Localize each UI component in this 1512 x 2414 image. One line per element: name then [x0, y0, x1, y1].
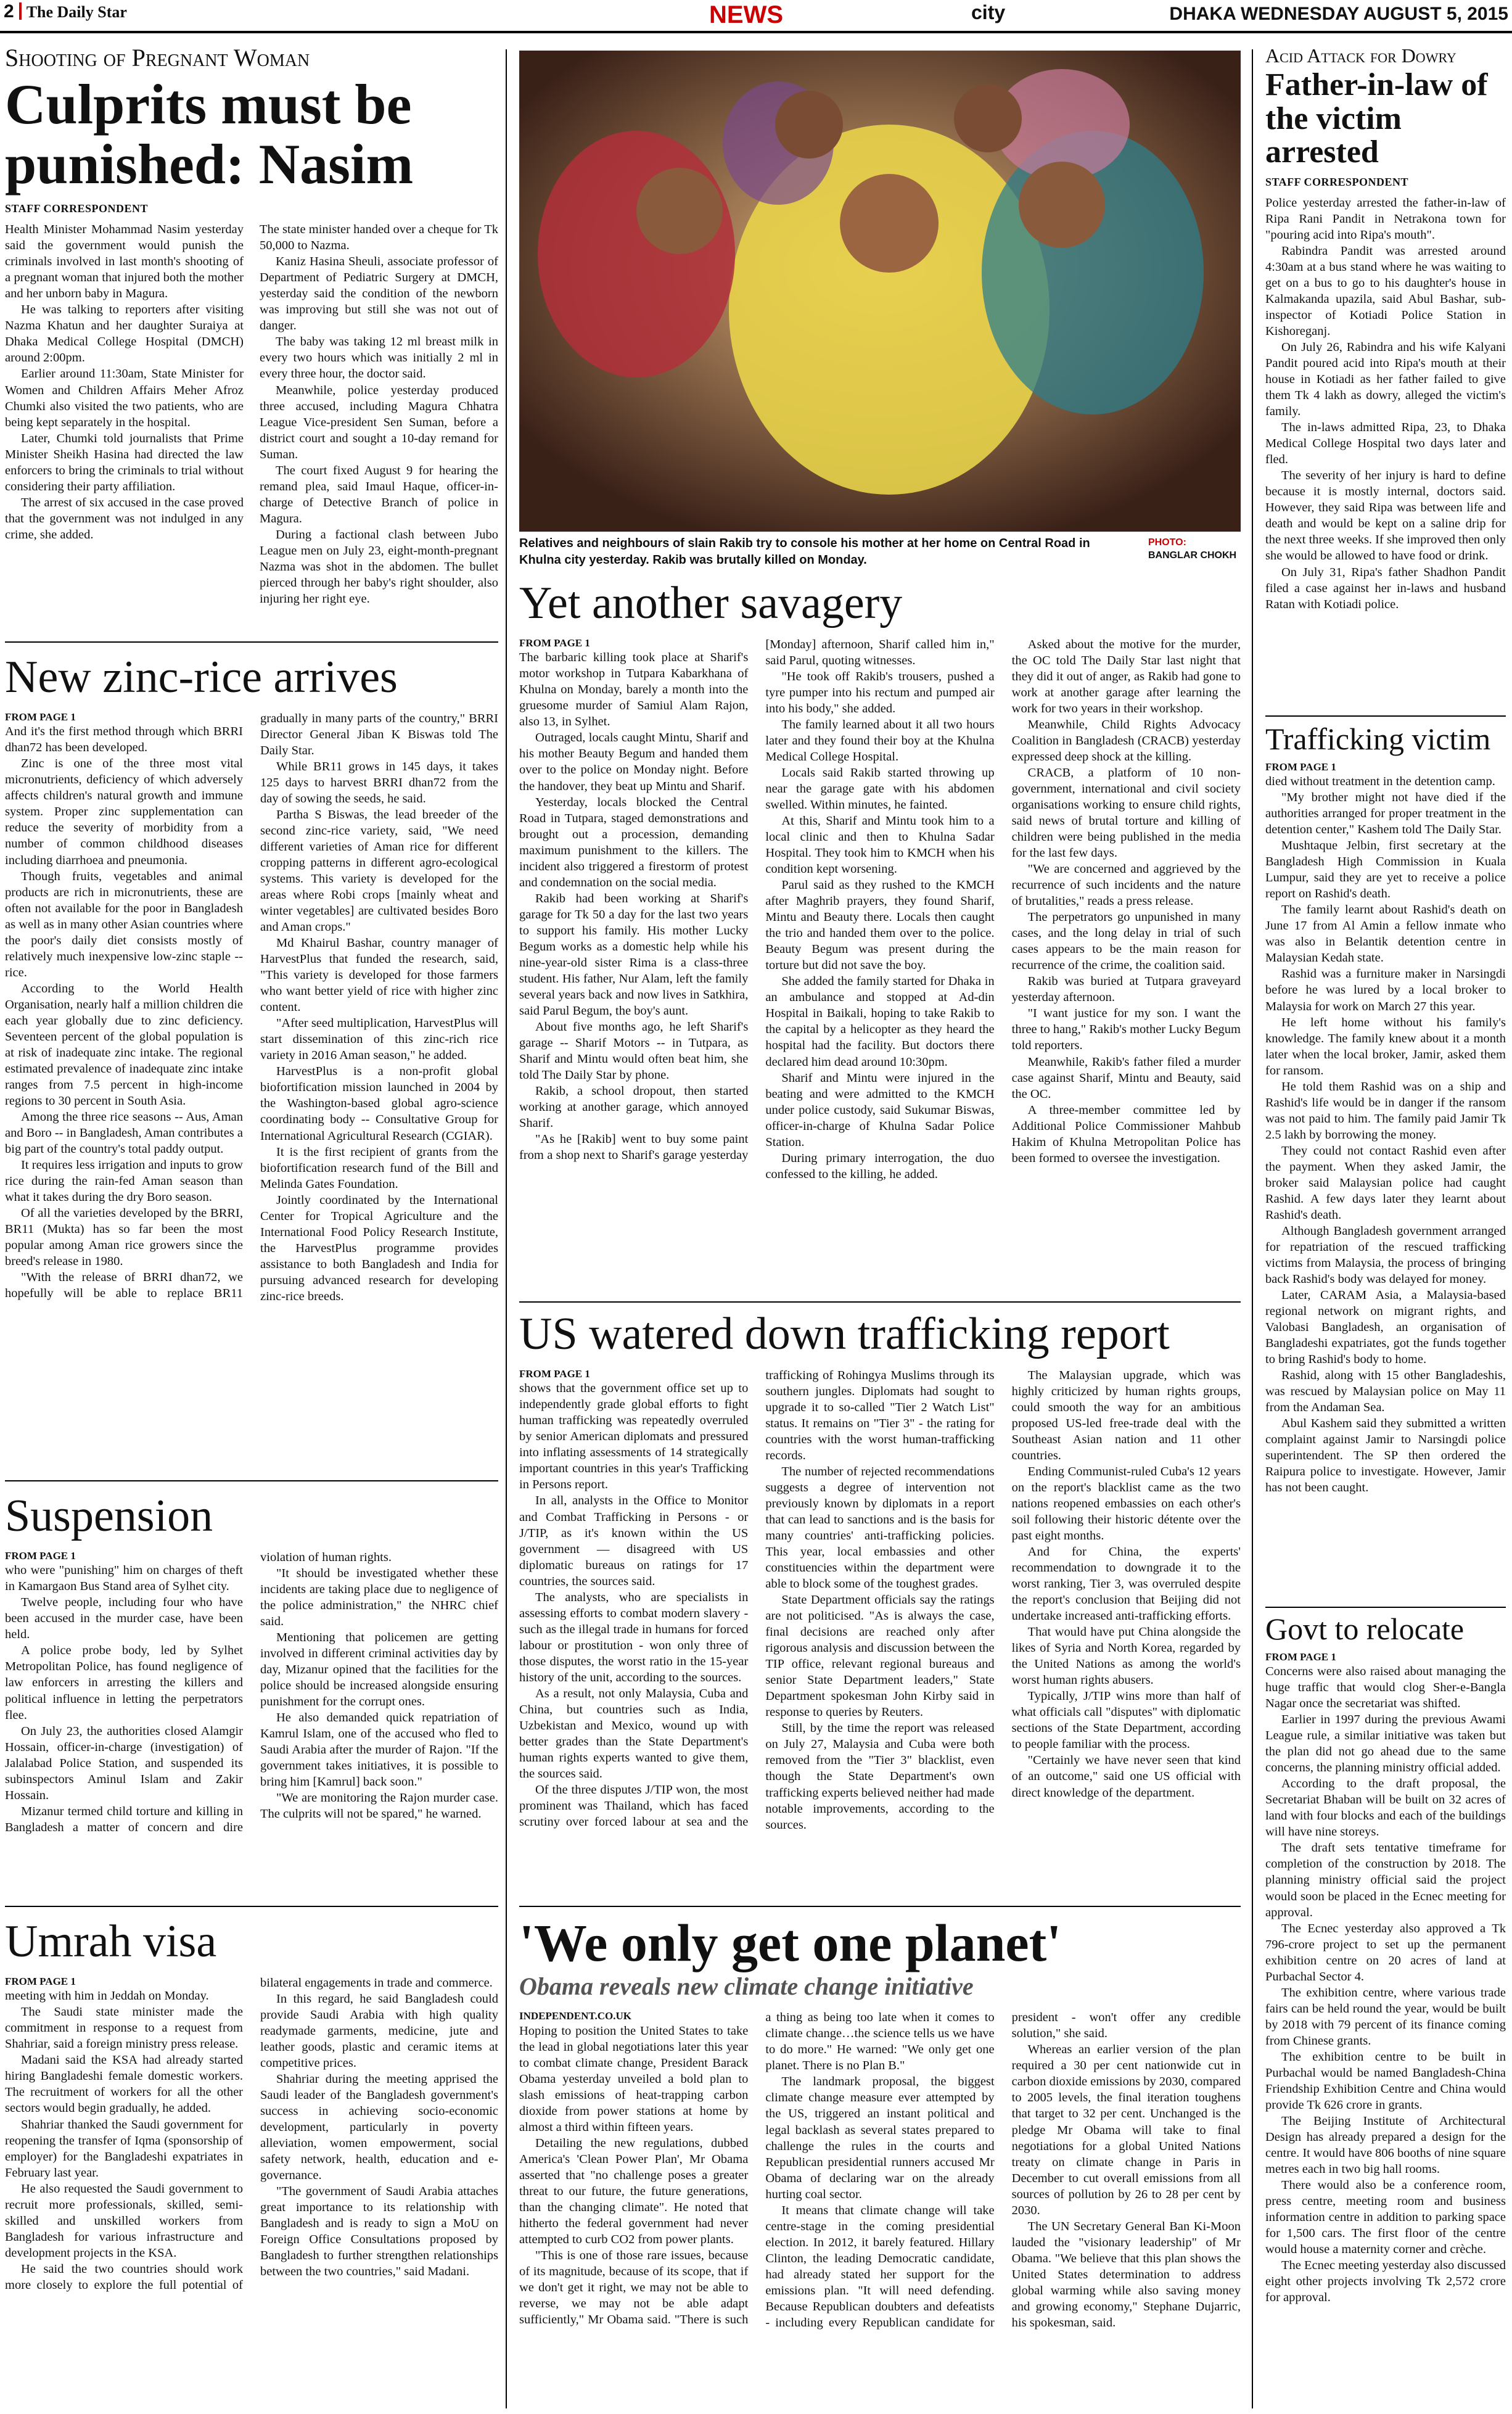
- story-body: [519, 1367, 1241, 1873]
- story-column: [5, 221, 244, 616]
- paragraph: Asked about the motive for the murder, the OC told The Daily Star last night that they did it out of anger, as Rakib had gone to work at another garage after learning the work for two years in their workshop.: [1011, 637, 1241, 715]
- paragraph: The family learnt about Rashid's death on June 17 from Al Amin a fellow inmate who was also in Belantik detention centre in Malaysian Kedah state.: [1265, 903, 1506, 965]
- paragraph: And it's the first method through which BRRI dhan72 has been developed.: [5, 725, 243, 755]
- paragraph: The landmark proposal, the biggest climate change measure ever attempted by the US, triggered an instant political and legal backlash as several states prepared to challenge the rules in the courts and Republican presidential runners accused Mr Obama of declaring war on the already hurting coal sector.: [765, 2075, 995, 2201]
- paragraph: Rakib had been working at Sharif's garage for Tk 50 a day for the last two years to support his family. His mother Lucky Begum works as a domestic help while his nine-year-old sister Rima is a class-three student. His father, Nur Alam, left the family several years back and now lives in Satkhira, said Parul Begum, the boy's aunt.: [519, 891, 749, 1018]
- paragraph: It is the first recipient of grants from the biofortification research fund of the Bill and Melinda Gates Foundation.: [260, 1145, 498, 1191]
- paragraph: It means that climate change will take centre-stage in the coming presidential election. In 2012, it barely featured. Hillary Clinton, the leading Democratic candidate, had already stated her support for the emissions plan. "It will need defending. Because Republican doubters and defeatists - including every Republican candidate for president - won't offer any credible solution," she said.: [765, 2011, 1241, 2330]
- from-page-label: FROM PAGE 1: [1265, 760, 1336, 773]
- from-page-label: FROM PAGE 1: [519, 636, 590, 649]
- paragraph: The in-laws admitted Ripa, 23, to Dhaka Medical College Hospital two days later and fled.: [1265, 421, 1506, 467]
- story-byline: STAFF CORRESPONDENT: [5, 202, 149, 215]
- page-number: 2: [4, 1, 14, 22]
- paragraph: Earlier in 1997 during the previous Awami League rule, a similar initiative was taken but the plan did not go ahead due to the same concerns, the planning ministry official added.: [1265, 1713, 1506, 1775]
- story-body: [5, 1975, 498, 2394]
- story-acid-attack: [1265, 44, 1506, 670]
- paragraph: The perpetrators go unpunished in many cases, and the long delay in trial of such cases appears to be the main reason for recurrence of the crime, the coalition said.: [1011, 910, 1241, 973]
- story-separator: [1265, 1607, 1506, 1608]
- paragraph: During primary interrogation, the duo confessed to the killing, he added.: [765, 1151, 995, 1181]
- paragraph: "Certainly we have never seen that kind of an outcome," said one US official with direct knowledge of the department.: [1011, 1753, 1241, 1800]
- paragraph: The Beijing Institute of Architectural Design has already prepared a design for the centre. It would have 806 booths of nine square metres each in two big hall rooms.: [1265, 2114, 1506, 2177]
- paragraph: In this regard, he said Bangladesh could provide Saudi Arabia with high quality readymade garments, medicine, jute and leather goods, plastic and ceramic items at competitive prices.: [260, 1992, 498, 2070]
- paragraph: He told them Rashid was on a ship and Rashid's life would be in danger if the ransom was not paid to him. The family paid Jamir Tk 2.5 lakh by borrowing the money.: [1265, 1079, 1506, 1142]
- paragraph: The baby was taking 12 ml breast milk in every two hours which was initially 2 ml in every three hour, the doctor said.: [260, 335, 498, 381]
- paragraph: Rabindra Pandit was arrested around 4:30am at a bus stand where he was waiting to get on a bus to go to his daughter's house in Kalmakanda upazila, said Abul Bashar, sub-inspector of Kotiadi Police Station in Kishoreganj.: [1265, 244, 1506, 339]
- paragraph: Md Khairul Bashar, country manager of HarvestPlus that funded the research, said, "This variety is developed for those farmers who want better yield of rice with higher zinc content.: [260, 936, 498, 1015]
- paragraph: "I want justice for my son. I want the three to hang," Rakib's mother Lucky Begum told reporters.: [1011, 1007, 1241, 1053]
- story-kicker: Acid Attack for Dowry: [1265, 44, 1457, 67]
- header-divider: [19, 2, 22, 20]
- paragraph: "With the release of BRRI dhan72, we hopefully will be able to replace BR11 gradually in many parts of the country," BRRI Director General Jiban K Biswas told The Daily Star.: [5, 711, 498, 1301]
- story-body: [1265, 760, 1506, 1636]
- paragraph: Among the three rice seasons -- Aus, Aman and Boro -- in Bangladesh, Aman contributes a big part of the country's total paddy output.: [5, 1110, 243, 1156]
- story-nasim: [5, 43, 498, 616]
- paragraph: The draft sets tentative timeframe for completion of the construction by 2018. The planning ministry official said the project would soon be placed in the Ecnec meeting for approval.: [1265, 1841, 1506, 1919]
- paragraph: As a result, not only Malaysia, Cuba and China, but countries such as India, Uzbekistan and Mexico, wound up with better grades than the State Department's human rights experts wanted to give them, the sources said.: [519, 1686, 749, 1781]
- photo-caption: Relatives and neighbours of slain Rakib try to console his mother at her home on Central Road in Khulna city yesterday. Rakib was brutally killed on Monday.: [519, 537, 1090, 567]
- story-headline: Culprits must be punished: Nasim: [5, 73, 414, 196]
- from-page-label: FROM PAGE 1: [5, 1549, 76, 1562]
- paragraph: And for China, the experts' recommendation to downgrade it to the worst ranking, Tier 3, was overruled despite the report's conclusion that Beijing did not undertake increased anti-trafficking efforts.: [1011, 1545, 1241, 1623]
- paragraph: On July 23, the authorities closed Alamgir Hossain, officer-in-charge (investigation) of Jalalabad Police Station, and suspended its subinspectors Aminul Islam and Zakir Hossain.: [5, 1724, 243, 1802]
- photo-credit-name: BANGLAR CHOKH: [1148, 550, 1237, 561]
- story-headline: Trafficking victim: [1265, 722, 1491, 756]
- paragraph: Twelve people, including four who have been accused in the murder case, have been held.: [5, 1596, 243, 1642]
- story-headline: New zinc-rice arrives: [5, 652, 398, 702]
- paragraph: "As he [Rakib] went to buy some paint from a shop next to Sharif's garage yesterday [Monday] afternoon, Sharif called him in," said Parul, quoting witnesses.: [519, 637, 995, 1163]
- paragraph: Concerns were also raised about managing the huge traffic that would clog Sher-e-Bangla Nagar once the secretariat was shifted.: [1265, 1665, 1506, 1711]
- paragraph: Police yesterday arrested the father-in-law of Ripa Rani Pandit in Netrakona town for "pouring acid into Ripa's mouth".: [1265, 196, 1506, 242]
- story-subheadline: Obama reveals new climate change initiative: [519, 1972, 974, 2001]
- source-label: INDEPENDENT.CO.UK: [519, 2010, 631, 2022]
- story-govt-relocate: [1265, 1613, 1506, 2403]
- story-headline: Umrah visa: [5, 1916, 217, 1967]
- paragraph: "The government of Saudi Arabia attaches great importance to its relationship with Bangladesh and is ready to sign a MoU on Foreign Office Consultations proposed by Bangladesh to further strengthen relationships between the two countries," said Madani.: [260, 2185, 498, 2279]
- paragraph: Mushtaque Jelbin, first secretary at the Bangladesh High Commission in Kuala Lumpur, said they are yet to receive a police report on Rashid's death.: [1265, 839, 1506, 901]
- photo-caption-block: [519, 532, 1241, 575]
- paragraph: meeting with him in Jeddah on Monday.: [5, 1989, 209, 2003]
- paragraph: The UN Secretary General Ban Ki-Moon lauded the "visionary leadership" of Mr Obama. "We believe that this plan shows the United States determination to address global warming while also saving money and growing economy," Stephane Dujarric, his spokesman, said.: [1011, 2219, 1241, 2330]
- story-headline: Father-in-law of the victim arrested: [1265, 67, 1488, 170]
- story-separator: [1265, 715, 1506, 717]
- story-body: [1265, 195, 1506, 670]
- paragraph: He was talking to reporters after visiting Nazma Khatun and her daughter Suraiya at Dhaka Medical College Hospital (DMCH) around 2:00pm.: [5, 303, 244, 365]
- paragraph: HarvestPlus is a non-profit global biofortification mission launched in 2004 by the Washington-based global agro-science coordinating body -- Consultative Group for International Agricultural Research (CGIAR).: [260, 1065, 498, 1143]
- paragraph: He left home without his family's knowledge. The family knew about it a month later when the local broker, Jamir, asked them for ransom.: [1265, 1015, 1506, 1077]
- dateline: DHAKA WEDNESDAY AUGUST 5, 2015: [1169, 4, 1508, 24]
- paragraph: Meanwhile, police yesterday produced three accused, including Magura Chhatra League Vice-president Sen Suman, before a district court and sought a 10-day remand for Suman.: [260, 383, 498, 461]
- story-headline: US watered down trafficking report: [519, 1309, 1170, 1359]
- paragraph: "My brother might not have died if the authorities arranged for proper treatment in the detention center," Kashem told The Daily Star.: [1265, 791, 1506, 837]
- paragraph: "It should be investigated whether these incidents are taking place due to negligence of the police administration," the NHRC chief said.: [260, 1566, 498, 1628]
- paragraph: Of all the varieties developed by the BRRI, BR11 (Mukta) has so far been the most popular among Aman rice growers since the breed's release in 1980.: [5, 1206, 243, 1269]
- paragraph: They could not contact Rashid even after the payment. When they asked Jamir, the broker said Malaysian police had caught Rashid. A few days later they learnt about Rashid's death.: [1265, 1143, 1506, 1222]
- paragraph: Detailing the new regulations, dubbed America's 'Clean Power Plan', Mr Obama asserted that "no challenge poses a greater threat to our future, the future generations, than the changing climate". He noted that hitherto the federal government had never attempted to curb CO2 from power plants.: [519, 2136, 749, 2247]
- paragraph: Ending Communist-ruled Cuba's 12 years on the report's blacklist came as the two nations reopened embassies on each other's soil following their historic détente over the past eight months.: [1011, 1464, 1241, 1543]
- paragraph: "He took off Rakib's trousers, pushed a tyre pumper into his rectum and pumped air into his body," she added.: [765, 669, 995, 715]
- paragraph: Kaniz Hasina Sheuli, associate professor of Department of Pediatric Surgery at DMCH, yesterday said the condition of the newborn was improving but still she was not out of danger.: [260, 255, 498, 333]
- paragraph: A three-member committee led by Additional Police Commissioner Mahbub Hakim of Khulna Metropolitan Police has been formed to oversee the investigation.: [1011, 1103, 1241, 1165]
- paragraph: Rakib, a school dropout, then started working at another garage, which annoyed Sharif.: [519, 1084, 749, 1131]
- section-label: NEWS: [709, 1, 783, 28]
- paragraph: A police probe body, led by Sylhet Metropolitan Police, has found negligence of law enforcers in arresting the killers and political influence in letting the perpetrators flee.: [5, 1644, 243, 1722]
- from-page-label: FROM PAGE 1: [1265, 1650, 1336, 1663]
- paragraph: He said the two countries should work more closely to explore the full potential of bilateral engagements in trade and commerce.: [5, 1975, 493, 2292]
- paragraph: Later, CARAM Asia, a Malaysia-based regional network on migrant rights, and Valobasi Bangladesh, an organisation of Bangladeshi expatriates, got the funds together to bring Rashid's body to home.: [1265, 1288, 1506, 1367]
- story-body: [519, 636, 1241, 1300]
- paragraph: Shahriar during the meeting apprised the Saudi leader of the Bangladesh government's success in achieving socio-economic development, particularly in poverty alleviation, women empowerment, social safety network, health, education and e-governance.: [260, 2072, 498, 2183]
- paragraph: Earlier around 11:30am, State Minister for Women and Children Affairs Meher Afroz Chumki also visited the two patients, who are being kept separately in the hospital.: [5, 367, 244, 429]
- paragraph: The state minister handed over a cheque for Tk 50,000 to Nazma.: [260, 223, 498, 253]
- paragraph: Later, Chumki told journalists that Prime Minister Sheikh Hasina had directed the law enforcers to bring the criminals to trial without considering their party affiliation.: [5, 431, 244, 493]
- paragraph: That would have put China alongside the likes of Syria and North Korea, regarded by the United Nations as among the world's worst human rights abusers.: [1011, 1625, 1241, 1687]
- paragraph: Abul Kashem said they submitted a written complaint against Jamir to Narsingdi police superintendent. The SP then ordered the Raipura police to investigate. However, Jamir has not been caught.: [1265, 1417, 1506, 1495]
- paragraph: Parul said as they rushed to the KMCH after Maghrib prayers, they found Sharif, Mintu and Beauty there. Locals then caught the trio and handed them over to the police. Beauty Begum was present during the torture but did not save the boy.: [765, 878, 995, 973]
- paragraph: The Malaysian upgrade, which was highly criticized by human rights groups, could smooth the way for an ambitious proposed US-led free-trade deal with the Southeast Asian nation and 11 other countries.: [1011, 1368, 1241, 1462]
- story-body: [5, 711, 498, 1438]
- paragraph: Rashid was a furniture maker in Narsingdi before he was lured by a local broker to Malaysia for work on March 27 this year.: [1265, 967, 1506, 1013]
- paragraph: The Saudi state minister made the commitment in response to a request from Shahriar, said a foreign ministry press release.: [5, 2005, 243, 2051]
- paragraph: Madani said the KSA had already started hiring Bangladeshi female domestic workers. The recruitment of workers for all the other sectors would begin gradually, he added.: [5, 2053, 243, 2115]
- paragraph: Though fruits, vegetables and animal products are rich in micronutrients, these are often not available for the poor in Bangladesh as well as in many other Asian countries where the poor's daily diet consists mostly of relatively much inexpensive low-zinc staple -- rice.: [5, 869, 243, 979]
- story-umrah-visa: [5, 1918, 498, 2394]
- column-rule: [506, 49, 507, 2408]
- story-headline: Suspension: [5, 1491, 213, 1541]
- story-column: [260, 221, 498, 616]
- photo-illustration: [519, 51, 1241, 532]
- paragraph: Meanwhile, Child Rights Advocacy Coalition in Bangladesh (CRACB) yesterday expressed deep shock at the killing.: [1011, 717, 1241, 764]
- paragraph: Still, by the time the report was released on July 27, Malaysia and Cuba were both removed from the "Tier 3" blacklist, even though the State Department's own trafficking experts believed neither had made notable improvements, according to the sources.: [765, 1721, 995, 1832]
- paragraph: The number of rejected recommendations suggests a degree of intervention not previously known by diplomats in a report that can lead to sanctions and is the basis for many countries' anti-trafficking policies. This year, local embassies and other constituencies within the department were able to block some of the toughest grades.: [765, 1464, 995, 1591]
- paragraph: "We are monitoring the Rajon murder case. The culprits will not be spared," he warned.: [260, 1791, 498, 1821]
- paragraph: The Ecnec meeting yesterday also discussed eight other projects involving Tk 2,572 crore for approval.: [1265, 2259, 1506, 2305]
- paragraph: The barbaric killing took place at Sharif's motor workshop in Tutpara Kabarkhana of Khulna on Monday, barely a month into the gruesome murder of Samiul Alam Rajon, also 13, in Sylhet.: [519, 651, 749, 729]
- paragraph: Partha S Biswas, the lead breeder of the second zinc-rice variety, said, "We need different varieties of Aman rice for different cropping patterns in different agro-ecological systems. This variety is developed for the areas where Robi crops [mainly wheat and winter vegetables] are cultivated besides Boro and Aman crops.": [260, 807, 498, 934]
- subsection-label: city: [971, 1, 1006, 23]
- paragraph: It requires less irrigation and inputs to grow rice during the rain-fed Aman season than what it takes during the dry Boro season.: [5, 1158, 243, 1205]
- story-savagery: [519, 580, 1241, 1300]
- story-body: [5, 1549, 498, 1895]
- paragraph: "After seed multiplication, HarvestPlus will start dissemination of this zinc-rich rice variety in 2016 Aman season," he added.: [260, 1016, 498, 1063]
- paragraph: Mizanur termed child torture and killing in Bangladesh a matter of concern and dire violation of human rights.: [5, 1550, 392, 1834]
- story-suspension: [5, 1493, 498, 1895]
- story-separator: [519, 1301, 1241, 1303]
- story-headline: 'We only get one planet': [519, 1913, 1062, 1972]
- paragraph: The arrest of six accused in the case proved that the government was not indulged in any crime, she added.: [5, 495, 244, 542]
- photo-credit-label: PHOTO:: [1148, 537, 1186, 548]
- paragraph: Rashid, along with 15 other Bangladeshis, was rescued by Malaysian police on May 11 from the Andaman Sea.: [1265, 1369, 1506, 1415]
- story-one-planet: [519, 1915, 1241, 2373]
- paragraph: The family learned about it all two hours later and they found their boy at the Khulna Medical College Hospital.: [765, 717, 995, 764]
- paragraph: Shahriar thanked the Saudi government for reopening the transfer of Iqma (sponsorship of employer) for the Bangladeshi expatriates in February last year.: [5, 2117, 243, 2180]
- paragraph: She added the family started for Dhaka in an ambulance and stopped at Ad-din Hospital in Baikali, hoping to take Rakib to the capital by a helicopter as they heard the hospital had the facility. But doctors there declared him dead around 10:30pm.: [765, 974, 995, 1069]
- paragraph: Whereas an earlier version of the plan required a 30 per cent nationwide cut in carbon dioxide emissions by 2030, compared to 2005 levels, the final iteration toughens that target to 32 per cent. Unchanged is the pledge Mr Obama will take to final negotiations for a global United Nations treaty on climate change in Paris in December to cut overall emissions from all sources of pollution by 26 to 28 per cent by 2030.: [1011, 2043, 1241, 2217]
- paragraph: Rakib was buried at Tutpara graveyard yesterday afternoon.: [1011, 974, 1241, 1005]
- from-page-label: FROM PAGE 1: [519, 1367, 590, 1380]
- paragraph: Outraged, locals caught Mintu, Sharif and his mother Beauty Begum and handed them over to the police on Monday night. Before the handover, they beat up Mintu and Sharif.: [519, 731, 749, 793]
- story-us-trafficking-report: [519, 1311, 1241, 1873]
- paragraph: He also demanded quick repatriation of Kamrul Islam, one of the accused who fled to Saudi Arabia after the murder of Rajon. "If the government takes initiatives, it is possible to bring him [Kamrul] back soon.": [260, 1711, 498, 1789]
- paragraph: died without treatment in the detention camp.: [1265, 775, 1495, 789]
- paragraph: Typically, J/TIP wins more than half of what officials call "disputes" with diplomatic sections of the State Department, according to people familiar with the process.: [1011, 1689, 1241, 1752]
- paragraph: shows that the government office set up to independently grade global efforts to fight human trafficking was repeatedly overruled by senior American diplomats and pressured into inflating assessments of 14 strategically important countries in this year's Trafficking in Persons report.: [519, 1382, 749, 1492]
- paragraph: While BR11 grows in 145 days, it takes 125 days to harvest BRRI dhan72 from the day of sowing the seeds, he said.: [260, 759, 498, 805]
- story-headline: Yet another savagery: [519, 578, 903, 628]
- story-separator: [5, 1480, 498, 1481]
- story-body: [1265, 1650, 1506, 2403]
- paragraph: On July 31, Ripa's father Shadhon Pandit filed a case against her in-laws and husband Ratan with Kotiadi police.: [1265, 565, 1506, 611]
- paragraph: The severity of her injury is hard to define because it is mostly internal, doctors said. However, they said Ripa was between life and death and would be kept on a saline drip for the next three weeks. If she improved then only she would be allowed to have food or drink.: [1265, 469, 1506, 563]
- paragraph: Yesterday, locals blocked the Central Road in Tutpara, staged demonstrations and brought out a procession, demanding maximum punishment to the killers. The incident also triggered a firestorm of protest and condemnation on the social media.: [519, 795, 749, 889]
- photo-credit: [1148, 537, 1236, 562]
- paragraph: The exhibition centre to be built in Purbachal would be named Bangladesh-China Friendship Exhibition Centre and China would provide Tk 626 crore in grants.: [1265, 2049, 1506, 2112]
- story-byline: STAFF CORRESPONDENT: [1265, 175, 1409, 188]
- story-separator: [519, 1906, 1241, 1907]
- paragraph: He also requested the Saudi government to recruit more professionals, skilled, semi-skilled and unskilled workers from Bangladesh for various infrastructure and development projects in the KSA.: [5, 2181, 243, 2260]
- paragraph: In all, analysts in the Office to Monitor and Combat Trafficking in Persons - or J/TIP, as it's known within the US government — disagreed with US diplomatic bureaus on ratings for 17 countries, the sources said.: [519, 1494, 749, 1588]
- paragraph: The Ecnec yesterday also approved a Tk 796-crore project to set up the permanent exhibition centre on 20 acres of land at Purbachal Sector 4.: [1265, 1921, 1506, 1984]
- paragraph: According to the World Health Organisation, nearly half a million children die each year globally due to zinc deficiency. Seventeen percent of the global population is at risk of inadequate zinc intake. The regional estimated prevalence of inadequate zinc intake ranges from 7.5 percent in high-income regions to 30 percent in South Asia.: [5, 981, 243, 1108]
- paragraph: Although Bangladesh government arranged for repatriation of the rescued trafficking victims from Malaysia, the process of bringing back Rashid's body was delayed for money.: [1265, 1224, 1506, 1287]
- paragraph: Mentioning that policemen are getting involved in different criminal activities day by day, Mizanur opined that the facilities for the police should be increased alongside ensuring punishment for the corrupt ones.: [260, 1630, 498, 1708]
- paragraph: During a factional clash between Jubo League men on July 23, eight-month-pregnant Nazma was shot in the abdomen. The bullet pierced through her baby's right shoulder, also injuring her right eye.: [260, 527, 498, 606]
- story-body: [519, 2009, 1241, 2373]
- story-zinc-rice: [5, 654, 498, 1438]
- paragraph: The analysts, who are specialists in assessing efforts to combat modern slavery - such as the illegal trade in humans for forced labour or prostitution - won only three of those disputes, the worst ratio in the 15-year history of the unit, according to the sources.: [519, 1590, 749, 1684]
- paragraph: The exhibition centre, where various trade fairs can be held round the year, would be built by 2018 with 79 percent of its finance coming from Chinese grants.: [1265, 1985, 1506, 2048]
- paragraph: On July 26, Rabindra and his wife Kalyani Pandit poured acid into Ripa's mouth at their house in Kotiadi as her father failed to give them Tk 4 lakh as dowry, alleged the victim's family.: [1265, 340, 1506, 419]
- paragraph: Hoping to position the United States to take the lead in global negotiations later this year to combat climate change, President Barack Obama yesterday unveiled a bold plan to slash emissions of heat-trapping carbon dioxide from power stations at home by almost a third within fifteen years.: [519, 2024, 749, 2135]
- paragraph: Of the three disputes J/TIP won, the most prominent was Thailand, which has faced scrutiny over forced labour at sea and the trafficking of Rohingya Muslims through its southern jungles. Diplomats had sought to upgrade it to so-called "Tier 2 Watch List" status. It remains on "Tier 3" - the rating for countries with the worst human-trafficking records.: [519, 1368, 995, 1829]
- paragraph: "We are concerned and aggrieved by the recurrence of such incidents and the nature of brutalities," reads a press release.: [1011, 862, 1241, 908]
- paragraph: "This is one of those rare issues, because of its magnitude, because of its scope, that if we don't get it right, we may not be able to reverse, we may not be able adapt sufficiently," Mr Obama said. "There is such a thing as being too late when it comes to climate change…the science tells us we have to do more." He warned: "We only get one planet. There is no Plan B.": [519, 2011, 995, 2327]
- paragraph: who were "punishing" him on charges of theft in Kamargaon Bus Stand area of Sylhet city.: [5, 1563, 243, 1594]
- paragraph: Health Minister Mohammad Nasim yesterday said the government would punish the criminals involved in last month's shooting of a pregnant woman that injured both the mother and her unborn baby in Magura.: [5, 223, 244, 301]
- page-number-block: [4, 1, 127, 22]
- paragraph: Meanwhile, Rakib's father filed a murder case against Sharif, Mintu and Beauty, said the OC.: [1011, 1055, 1241, 1101]
- paragraph: Jointly coordinated by the International Center for Tropical Agriculture and the International Food Policy Research Institute, the HarvestPlus programme provides assistance to both Bangladesh and India for pursuing advanced research for developing zinc-rice breeds.: [260, 1193, 498, 1303]
- paragraph: About five months ago, he left Sharif's garage -- Sharif Motors -- in Tutpara, as Sharif and Mintu would often beat him, she told The Daily Star by phone.: [519, 1020, 749, 1082]
- paragraph: Locals said Rakib started throwing up near the garage gate with his abdomen swelled. Within minutes, he fainted.: [765, 765, 995, 812]
- paragraph: At this, Sharif and Mintu took him to a local clinic and then to Khulna Sadar Hospital. They took him to KMCH when his condition kept worsening.: [765, 814, 995, 876]
- paragraph: CRACB, a platform of 10 non-government, international and civil society organisations working to ensure child rights, said news of brutal torture and killing of children were being published in the media for the last few days.: [1011, 765, 1241, 860]
- from-page-label: FROM PAGE 1: [5, 711, 76, 723]
- paragraph: Zinc is one of the three most vital micronutrients, deficiency of which adversely affects children's natural growth and immune system. Proper zinc supplementation can reduce the severity of morbidity from a number of common childhood diseases including diarrhoea and pneumonia.: [5, 757, 243, 867]
- masthead: The Daily Star: [26, 3, 127, 21]
- from-page-label: FROM PAGE 1: [5, 1975, 76, 1987]
- page-header: [0, 0, 1512, 33]
- story-separator: [5, 641, 498, 643]
- story-trafficking-victim: [1265, 723, 1506, 1636]
- story-kicker: Shooting of Pregnant Woman: [5, 44, 310, 72]
- column-rule: [1252, 49, 1253, 2408]
- story-headline: Govt to relocate: [1265, 1612, 1465, 1646]
- paragraph: Sharif and Mintu were injured in the beating and were admitted to the KMCH under police custody, said Sukumar Biswas, officer-in-charge of Khulna Sadar Police Station.: [765, 1071, 995, 1149]
- story-separator: [5, 1906, 498, 1907]
- paragraph: According to the draft proposal, the Secretariat Bhaban will be built on 32 acres of land with four blocks and each of the buildings will have nine storeys.: [1265, 1777, 1506, 1839]
- paragraph: There would also be a conference room, press centre, meeting room and business information centre in addition to parking space for 1,500 cars. The first floor of the centre would house a maternity corner and crèche.: [1265, 2178, 1506, 2257]
- news-photo: [519, 51, 1241, 532]
- paragraph: The court fixed August 9 for hearing the remand plea, said Imaul Haque, officer-in-charge of Detective Branch of police in Magura.: [260, 463, 498, 525]
- paragraph: State Department officials say the ratings are not politicised. "As is always the case, final decisions are reached only after rigorous analysis and discussion between the TIP office, relevant regional bureaus and senior State Department leaders," State Department spokesman John Kirby said in response to queries by Reuters.: [765, 1593, 995, 1720]
